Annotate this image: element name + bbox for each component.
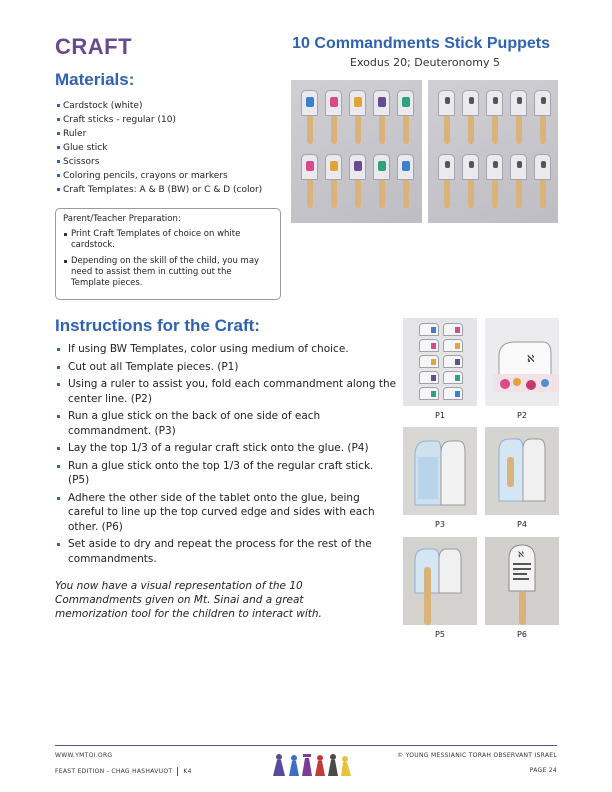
folded-tablet-image [485, 318, 559, 406]
photo-step-p2 [485, 318, 559, 406]
stick-on-glue-image [485, 427, 559, 515]
scripture-reference: Exodus 20; Deuteronomy 5 [350, 56, 500, 69]
cut-tablet [419, 323, 439, 336]
stick-puppet [534, 154, 551, 208]
footer-divider [55, 745, 557, 746]
photo-step-p3 [403, 427, 477, 515]
finished-puppet-image [485, 537, 559, 625]
stick-puppet [325, 90, 342, 144]
page-title: 10 Commandments Stick Puppets [292, 35, 550, 52]
photo-bw-puppets [428, 80, 558, 223]
step-label-p6: P6 [517, 630, 527, 639]
stick-puppet [510, 90, 527, 144]
step-label-p3: P3 [435, 520, 445, 529]
material-item: Cardstock (white) [57, 99, 262, 113]
stick-puppet [510, 154, 527, 208]
materials-heading: Materials: [55, 70, 135, 89]
instruction-step: Lay the top 1/3 of a regular craft stick onto the glue. (P4) [57, 441, 397, 456]
stick-puppet [438, 90, 455, 144]
stick-puppet [534, 90, 551, 144]
prep-item: Depending on the skill of the child, you may need to assist them in cutting out the Template pieces. [63, 256, 273, 289]
cut-tablet [419, 355, 439, 368]
instruction-step: Run a glue stick on the back of one side of each commandment. (P3) [57, 409, 397, 438]
stick-puppet [486, 154, 503, 208]
footer-copyright: © YOUNG MESSIANIC TORAH OBSERVANT ISRAEL [397, 752, 557, 759]
stick-puppet [373, 90, 390, 144]
cut-tablet [419, 371, 439, 384]
footer-edition-name: FEAST EDITION - CHAG HASHAVUOT [55, 768, 173, 775]
footer-edition [55, 767, 192, 776]
step-label-p5: P5 [435, 630, 445, 639]
instruction-step: Run a glue stick onto the top 1/3 of the regular craft stick. (P5) [57, 459, 397, 488]
stick-puppet [438, 154, 455, 208]
cut-tablet [419, 339, 439, 352]
photo-step-p1 [403, 318, 477, 406]
material-item: Craft Templates: A & B (BW) or C & D (color) [57, 183, 262, 197]
footer-separator [177, 767, 178, 776]
stick-puppet [349, 90, 366, 144]
stick-puppet [349, 154, 366, 208]
material-item: Coloring pencils, crayons or markers [57, 169, 262, 183]
photo-step-p6 [485, 537, 559, 625]
cut-tablet [443, 355, 463, 368]
photo-step-p4 [485, 427, 559, 515]
step-label-p4: P4 [517, 520, 527, 529]
material-item: Glue stick [57, 141, 262, 155]
instruction-step: Cut out all Template pieces. (P1) [57, 360, 397, 375]
glue-tablet-image [403, 427, 477, 515]
material-item: Scissors [57, 155, 262, 169]
material-item: Craft sticks - regular (10) [57, 113, 262, 127]
step-label-p1: P1 [435, 411, 445, 420]
closing-text: You now have a visual representation of the 10 Commandments given on Mt. Sinai and a great memorization tool for the children to interact with. [55, 580, 322, 620]
stick-puppet [486, 90, 503, 144]
stick-puppet [325, 154, 342, 208]
photo-step-p5 [403, 537, 477, 625]
instruction-step: If using BW Templates, color using medium of choice. [57, 342, 397, 357]
glue-stick-image [403, 537, 477, 625]
cut-tablet [443, 387, 463, 400]
stick-puppet [373, 154, 390, 208]
stick-puppet [301, 90, 318, 144]
step-label-p2: P2 [517, 411, 527, 420]
material-item: Ruler [57, 127, 262, 141]
instruction-step: Using a ruler to assist you, fold each commandment along the center line. (P2) [57, 377, 397, 406]
stick-puppet [462, 90, 479, 144]
prep-item: Print Craft Templates of choice on white cardstock. [63, 229, 273, 251]
stick-puppet [462, 154, 479, 208]
instructions-heading: Instructions for the Craft: [55, 316, 260, 335]
footer-website[interactable]: WWW.YMTOI.ORG [55, 752, 113, 759]
prep-heading: Parent/Teacher Preparation: [63, 214, 181, 224]
photo-color-puppets [291, 80, 422, 223]
stick-puppet [397, 154, 414, 208]
stick-puppet [301, 154, 318, 208]
instruction-step: Set aside to dry and repeat the process for the rest of the commandments. [57, 537, 397, 566]
prep-box [55, 208, 281, 300]
svg-text:ℵ: ℵ [518, 550, 524, 559]
cut-tablet [419, 387, 439, 400]
stick-puppet [397, 90, 414, 144]
ymtoi-logo-icon [271, 752, 353, 778]
instruction-step: Adhere the other side of the tablet onto the glue, being careful to line up the top curved edge and sides with each other. (P6) [57, 491, 397, 535]
craft-label: CRAFT [55, 34, 133, 59]
svg-text:ℵ: ℵ [527, 354, 535, 365]
instructions-list [57, 342, 397, 569]
materials-list [57, 99, 262, 197]
cut-tablet [443, 323, 463, 336]
prep-list [63, 229, 273, 289]
cut-tablet [443, 371, 463, 384]
footer-edition-code: K4 [183, 768, 192, 775]
cut-tablet [443, 339, 463, 352]
footer-page-number: PAGE 24 [529, 767, 557, 774]
